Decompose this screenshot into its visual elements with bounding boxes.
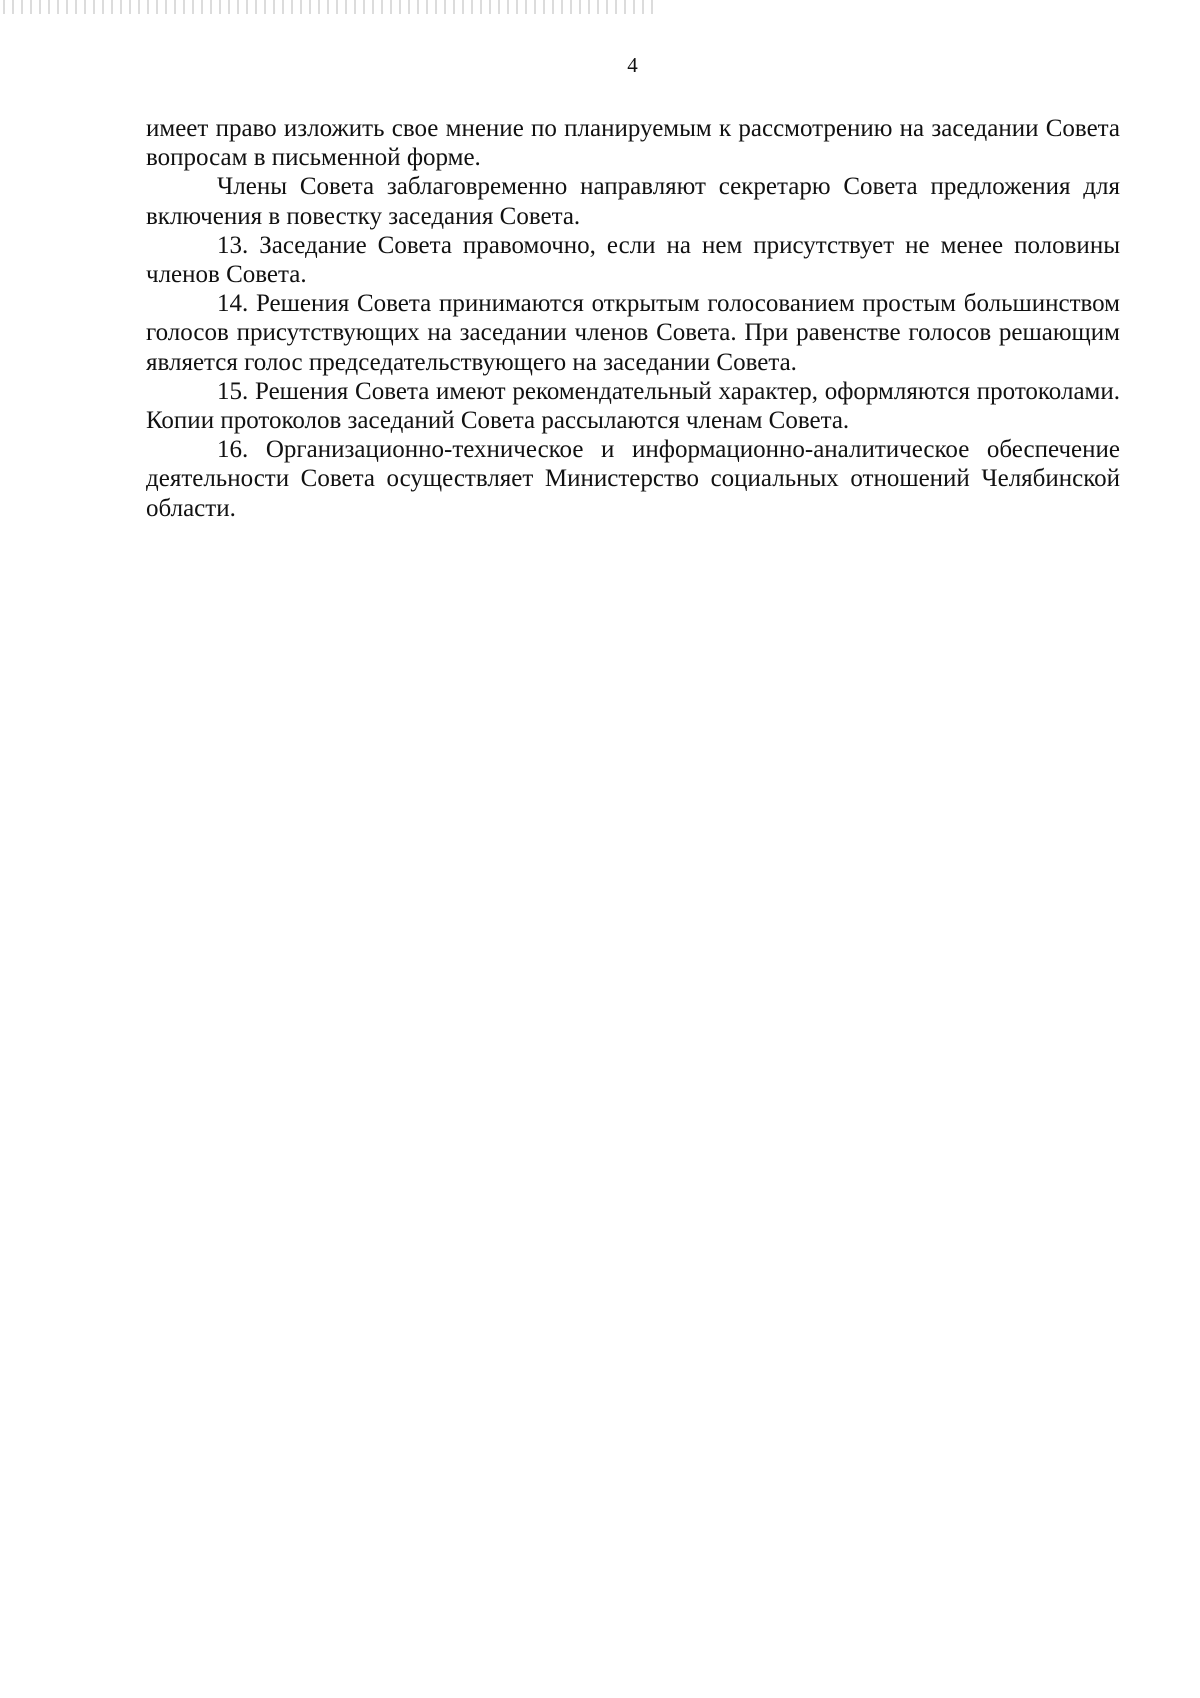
scan-artifact <box>0 0 660 14</box>
paragraph-members-proposals: Члены Совета заблаговременно направляют секретарю Совета предложения для включения в повестку заседания Совета. <box>146 173 1120 230</box>
paragraph-15-protocols: 15. Решения Совета имеют рекомендательный характер, оформляются протоколами. Копии протоколов заседаний Совета рассылаются членам Совета. <box>146 377 1120 435</box>
document-body <box>146 114 1120 523</box>
paragraph-continuation: имеет право изложить свое мнение по планируемым к рассмотрению на заседании Совета вопросам в письменной форме. <box>146 115 1120 172</box>
paragraph-16-support: 16. Организационно-техническое и информационно-аналитическое обеспечение деятельности Совета осуществляет Министерство социальных отношений Челябинской области. <box>146 436 1120 522</box>
paragraph-13-quorum: 13. Заседание Совета правомочно, если на нем присутствует не менее половины членов Совета. <box>146 231 1120 289</box>
page-number: 4 <box>627 53 638 77</box>
paragraph-14-decisions: 14. Решения Совета принимаются открытым голосованием простым большинством голосов присутствующих на заседании членов Совета. При равенстве голосов решающим является голос председательствующего на заседании Совета. <box>146 290 1120 376</box>
